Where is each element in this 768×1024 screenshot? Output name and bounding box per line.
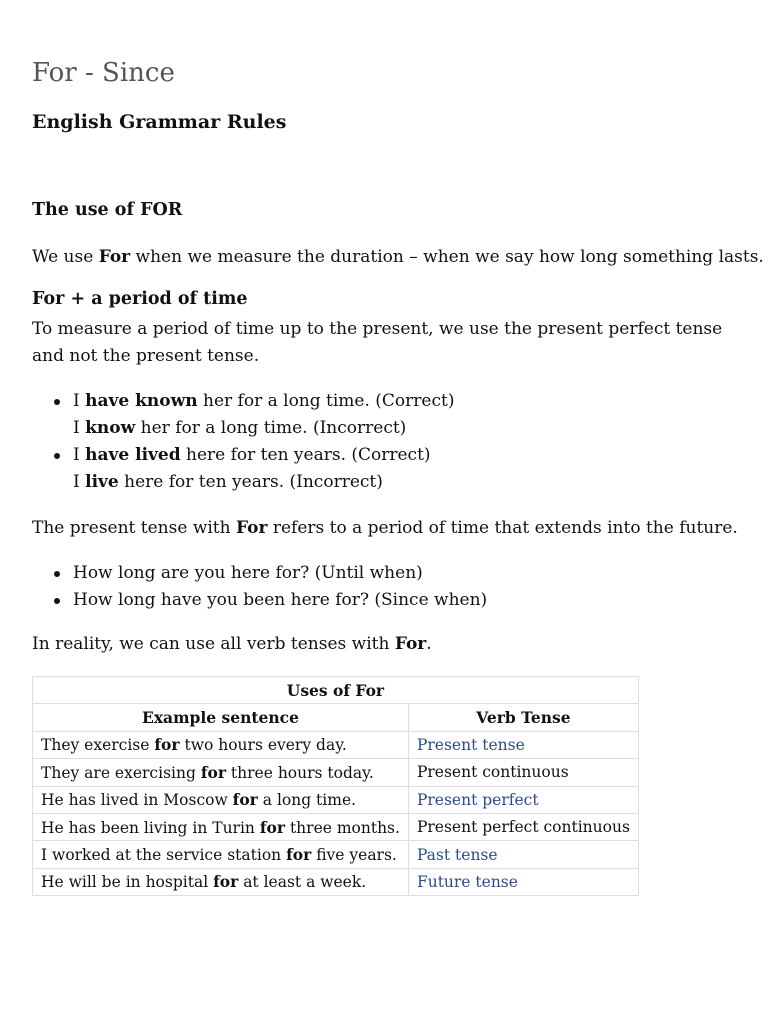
table-row	[33, 868, 639, 895]
period-description: To measure a period of time up to the present, we use the present perfect tense and not the present tense.	[32, 319, 723, 366]
cell-text-bold: for	[200, 762, 226, 782]
example-cell	[33, 868, 409, 895]
cell-text-post: a long time.	[257, 791, 357, 810]
table-row	[33, 813, 639, 840]
example-cell	[33, 786, 409, 813]
cell-text-post: three months.	[285, 818, 400, 837]
bullet-icon	[54, 598, 60, 604]
intro-text-bold: For	[98, 247, 131, 267]
cell-text-post: five years.	[311, 846, 397, 865]
cell-text-bold: for	[259, 817, 286, 837]
list-item	[32, 442, 454, 469]
cell-text-post: two hours every day.	[179, 736, 347, 755]
tense-link[interactable]: Present perfect	[408, 786, 638, 813]
example-text-post: here for ten years. (Incorrect)	[118, 472, 383, 492]
present-tense-note	[32, 515, 738, 542]
example-text-bold: have known	[85, 391, 198, 411]
example-text-pre: I	[73, 472, 86, 492]
intro-paragraph	[32, 244, 764, 271]
tense-link[interactable]: Future tense	[408, 868, 638, 895]
cell-text-pre: They are exercising	[41, 763, 201, 782]
list-item-continuation	[32, 415, 454, 442]
cell-text-pre: I worked at the service station	[41, 846, 287, 865]
list-item	[32, 560, 487, 587]
example-text-post: her for a long time. (Correct)	[197, 391, 455, 411]
question-text: How long have you been here for? (Since when)	[73, 590, 488, 610]
tense-link[interactable]: Present tense	[408, 731, 638, 758]
intro-text-pre: We use	[32, 247, 99, 267]
cell-text-pre: He will be in hospital	[41, 873, 214, 892]
uses-of-for-table	[32, 676, 639, 896]
bullet-icon	[54, 453, 60, 459]
page-subtitle: English Grammar Rules	[32, 111, 287, 133]
tense-cell: Present perfect continuous	[408, 813, 638, 840]
example-cell	[33, 841, 409, 868]
list-item	[32, 388, 454, 415]
period-subheading: For + a period of time	[32, 289, 248, 309]
cell-text-post: three hours today.	[226, 763, 374, 782]
cell-text-pre: He has been living in Turin	[41, 818, 260, 837]
example-list	[32, 388, 454, 496]
table-caption: Uses of For	[33, 677, 639, 704]
example-cell	[33, 759, 409, 786]
cell-text-bold: for	[232, 790, 258, 810]
example-cell	[33, 731, 409, 758]
list-item-continuation	[32, 469, 454, 496]
note-text-pre: In reality, we can use all verb tenses with	[32, 634, 395, 654]
cell-text-pre: He has lived in Moscow	[41, 791, 233, 810]
reality-note	[32, 631, 432, 658]
tense-cell: Present continuous	[408, 759, 638, 786]
section-heading: The use of FOR	[32, 200, 183, 220]
bullet-icon	[54, 399, 60, 405]
page-title: For - Since	[32, 58, 175, 88]
example-text-pre: I	[73, 445, 86, 465]
table-header-row	[33, 704, 639, 731]
example-text-pre: I	[73, 391, 86, 411]
example-text-bold: have lived	[85, 445, 181, 465]
intro-text-post: when we measure the duration – when we say how long something lasts.	[130, 247, 764, 267]
cell-text-post: at least a week.	[238, 873, 367, 892]
table-row	[33, 731, 639, 758]
table-caption-row	[33, 677, 639, 704]
column-header-tense: Verb Tense	[408, 704, 638, 731]
cell-text-pre: They exercise	[41, 736, 155, 755]
note-text-bold: For	[394, 634, 427, 654]
tense-link[interactable]: Past tense	[408, 841, 638, 868]
table-row	[33, 786, 639, 813]
note-text-bold: For	[236, 518, 268, 538]
example-cell	[33, 813, 409, 840]
cell-text-bold: for	[154, 735, 180, 755]
bullet-icon	[54, 571, 60, 577]
note-text-post: refers to a period of time that extends into the future.	[267, 518, 738, 538]
cell-text-bold: for	[286, 845, 312, 865]
table-row	[33, 759, 639, 786]
example-text-pre: I	[73, 418, 86, 438]
example-text-bold: live	[85, 472, 119, 492]
column-header-example: Example sentence	[33, 704, 409, 731]
note-text-post: .	[426, 634, 432, 654]
list-item	[32, 587, 487, 614]
table-row	[33, 841, 639, 868]
question-text: How long are you here for? (Until when)	[73, 563, 423, 583]
note-text-pre: The present tense with	[32, 518, 236, 538]
question-list	[32, 560, 487, 614]
example-text-post: here for ten years. (Correct)	[180, 445, 431, 465]
example-text-bold: know	[85, 418, 136, 438]
example-text-post: her for a long time. (Incorrect)	[135, 418, 407, 438]
cell-text-bold: for	[213, 872, 239, 892]
